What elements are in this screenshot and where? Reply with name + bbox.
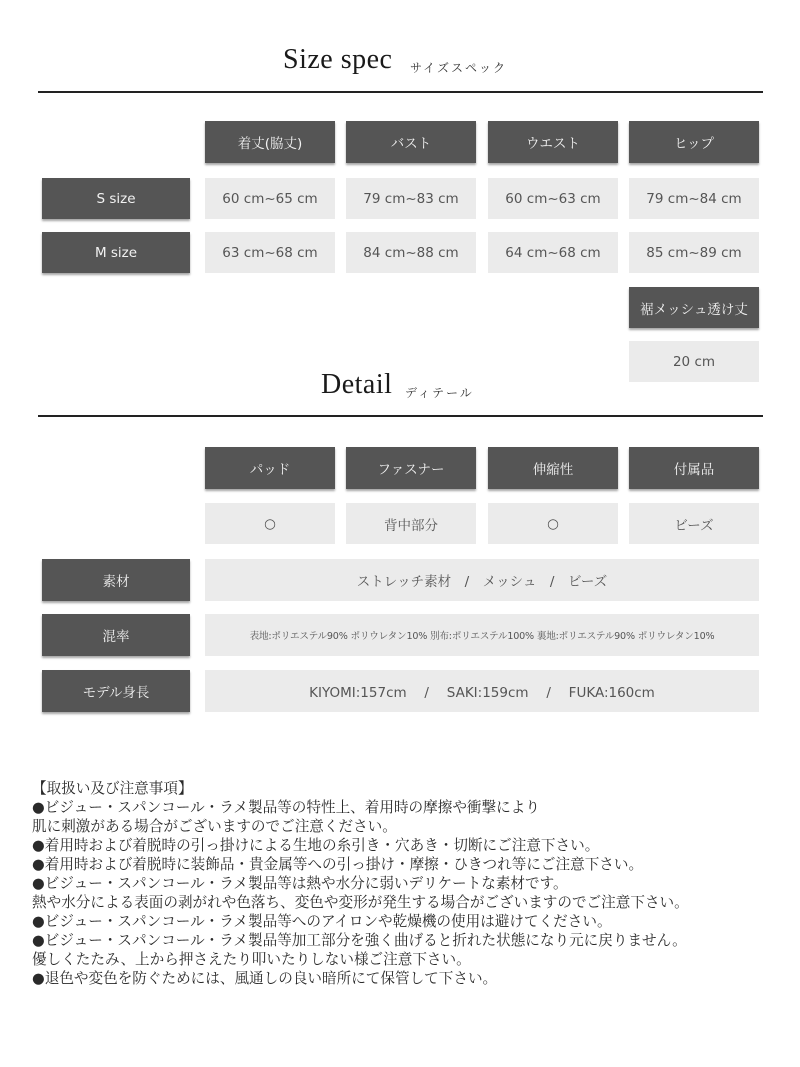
care-note-line: ●ビジュー・スパンコール・ラメ製品等は熱や水分に弱いデリケートな素材です。 [32, 875, 568, 892]
size-cell: 60 cm~65 cm [205, 178, 335, 219]
size-spec-divider [38, 91, 763, 93]
detail-row-label-material: 素材 [42, 559, 190, 601]
care-notes [32, 779, 772, 988]
detail-column-header: 付属品 [629, 447, 759, 489]
size-column-header: ウエスト [488, 121, 618, 163]
size-row-label-s: S size [42, 178, 190, 219]
size-cell: 60 cm~63 cm [488, 178, 618, 219]
care-note-line: ●ビジュー・スパンコール・ラメ製品等の特性上、着用時の摩擦や衝撃により [32, 799, 540, 816]
hem-mesh-value: 20 cm [629, 341, 759, 382]
hem-mesh-header: 裾メッシュ透け丈 [629, 287, 759, 328]
size-row-label-m: M size [42, 232, 190, 273]
care-note-line: 肌に刺激がある場合がございますのでご注意ください。 [32, 818, 397, 835]
size-column-header: ヒップ [629, 121, 759, 163]
care-note-line: 優しくたたみ、上から押さえたり叩いたりしない様ご注意下さい。 [32, 951, 471, 968]
detail-column-header: 伸縮性 [488, 447, 618, 489]
detail-cell: ○ [205, 503, 335, 544]
care-note-line: ●着用時および着脱時の引っ掛けによる生地の糸引き・穴あき・切断にご注意下さい。 [32, 837, 600, 854]
care-notes-heading: 【取扱い及び注意事項】 [32, 780, 193, 797]
size-column-header: 着丈(脇丈) [205, 121, 335, 163]
detail-column-header: パッド [205, 447, 335, 489]
detail-subtitle: ディテール [405, 386, 474, 400]
composition-value: 表地:ポリエステル90% ポリウレタン10% 別布:ポリエステル100% 裏地:ポリエステル90% ポリウレタン10% [205, 614, 759, 656]
size-spec-subtitle: サイズスペック [410, 61, 508, 75]
size-column-header: バスト [346, 121, 476, 163]
size-cell: 79 cm~84 cm [629, 178, 759, 219]
material-value: ストレッチ素材 / メッシュ / ビーズ [205, 559, 759, 601]
detail-row-label-composition: 混率 [42, 614, 190, 656]
care-note-line: 熱や水分による表面の剥がれや色落ち、変色や変形が発生する場合がございますのでご注意下さい。 [32, 894, 689, 911]
detail-column-header: ファスナー [346, 447, 476, 489]
size-cell: 85 cm~89 cm [629, 232, 759, 273]
care-note-line: ●退色や変色を防ぐためには、風通しの良い暗所にて保管して下さい。 [32, 970, 498, 987]
size-spec-title: Size spec [283, 44, 393, 75]
detail-cell: ビーズ [629, 503, 759, 544]
size-cell: 64 cm~68 cm [488, 232, 618, 273]
care-note-line: ●着用時および着脱時に装飾品・貴金属等への引っ掛け・摩擦・ひきつれ等にご注意下さい。 [32, 856, 644, 873]
detail-cell: ○ [488, 503, 618, 544]
size-cell: 79 cm~83 cm [346, 178, 476, 219]
detail-cell: 背中部分 [346, 503, 476, 544]
size-cell: 63 cm~68 cm [205, 232, 335, 273]
detail-title: Detail [321, 369, 393, 400]
care-note-line: ●ビジュー・スパンコール・ラメ製品等加工部分を強く曲げると折れた状態になり元に戻りません。 [32, 932, 687, 949]
care-note-line: ●ビジュー・スパンコール・ラメ製品等へのアイロンや乾燥機の使用は避けてください。 [32, 913, 612, 930]
size-cell: 84 cm~88 cm [346, 232, 476, 273]
detail-divider [38, 415, 763, 417]
model-height-value: KIYOMI:157cm / SAKI:159cm / FUKA:160cm [205, 670, 759, 712]
detail-row-label-model-height: モデル身長 [42, 670, 190, 712]
